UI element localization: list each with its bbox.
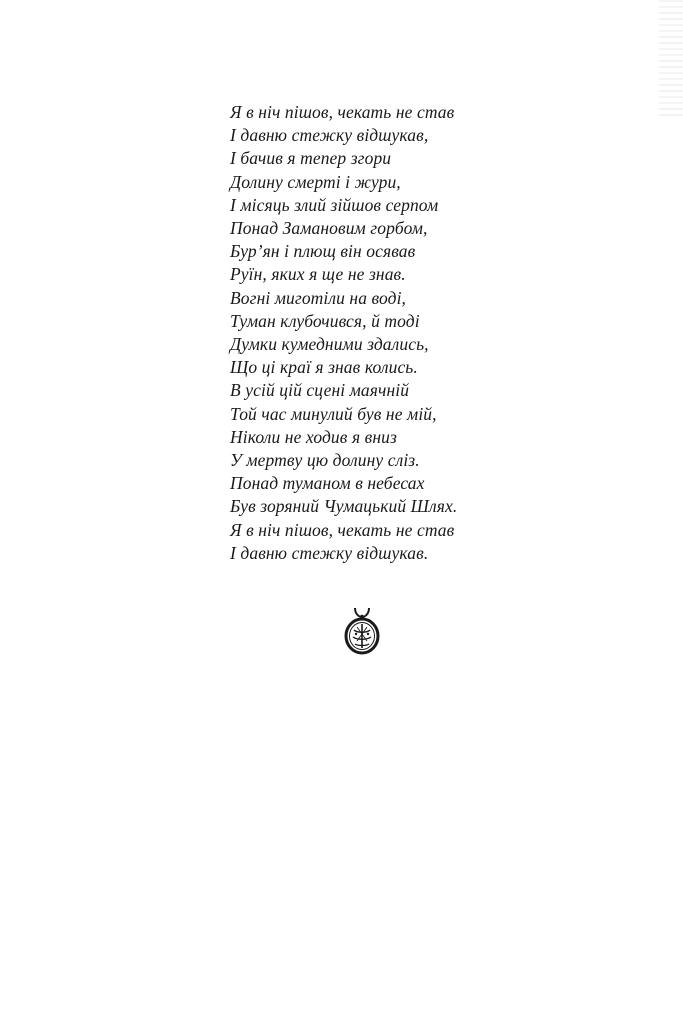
poem-line: Долину смерті і жури, — [230, 171, 401, 192]
poem-text — [230, 101, 457, 565]
poem-line: В усій цій сцені маячній — [230, 380, 410, 401]
poem-line: І давню стежку відшукав. — [230, 542, 429, 563]
poem-line: Вогні миготіли на воді, — [230, 287, 407, 308]
poem-line: Я в ніч пішов, чекать не став — [230, 102, 455, 122]
poem-line: І бачив я тепер згори — [230, 148, 392, 169]
poem-line: І давню стежку відшукав, — [230, 125, 429, 146]
poem-line: У мертву цю долину сліз. — [230, 450, 420, 471]
poem-line: Той час минулий був не мій, — [230, 403, 437, 424]
poem-line: Був зоряний Чумацький Шлях. — [230, 496, 458, 517]
seal-ornament-icon — [343, 604, 381, 656]
poem-line: Думки кумедними здались, — [230, 334, 429, 355]
poem-line: Туман клубочився, й тоді — [230, 310, 420, 331]
poem-line: Я в ніч пішов, чекать не став — [230, 519, 455, 540]
poem-line: Руїн, яких я ще не знав. — [230, 264, 406, 285]
poem-line: Понад Замановим горбом, — [230, 218, 428, 239]
poem-line: І місяць злий зійшов серпом — [230, 194, 439, 215]
page-edge-shadow — [659, 0, 683, 120]
poem-line: Ніколи не ходив я вниз — [230, 426, 397, 447]
poem-line: Бур’ян і плющ він осявав — [230, 241, 416, 262]
poem-line: Понад туманом в небесах — [230, 473, 425, 494]
poem-line: Що ці краї я знав колись. — [230, 357, 418, 378]
